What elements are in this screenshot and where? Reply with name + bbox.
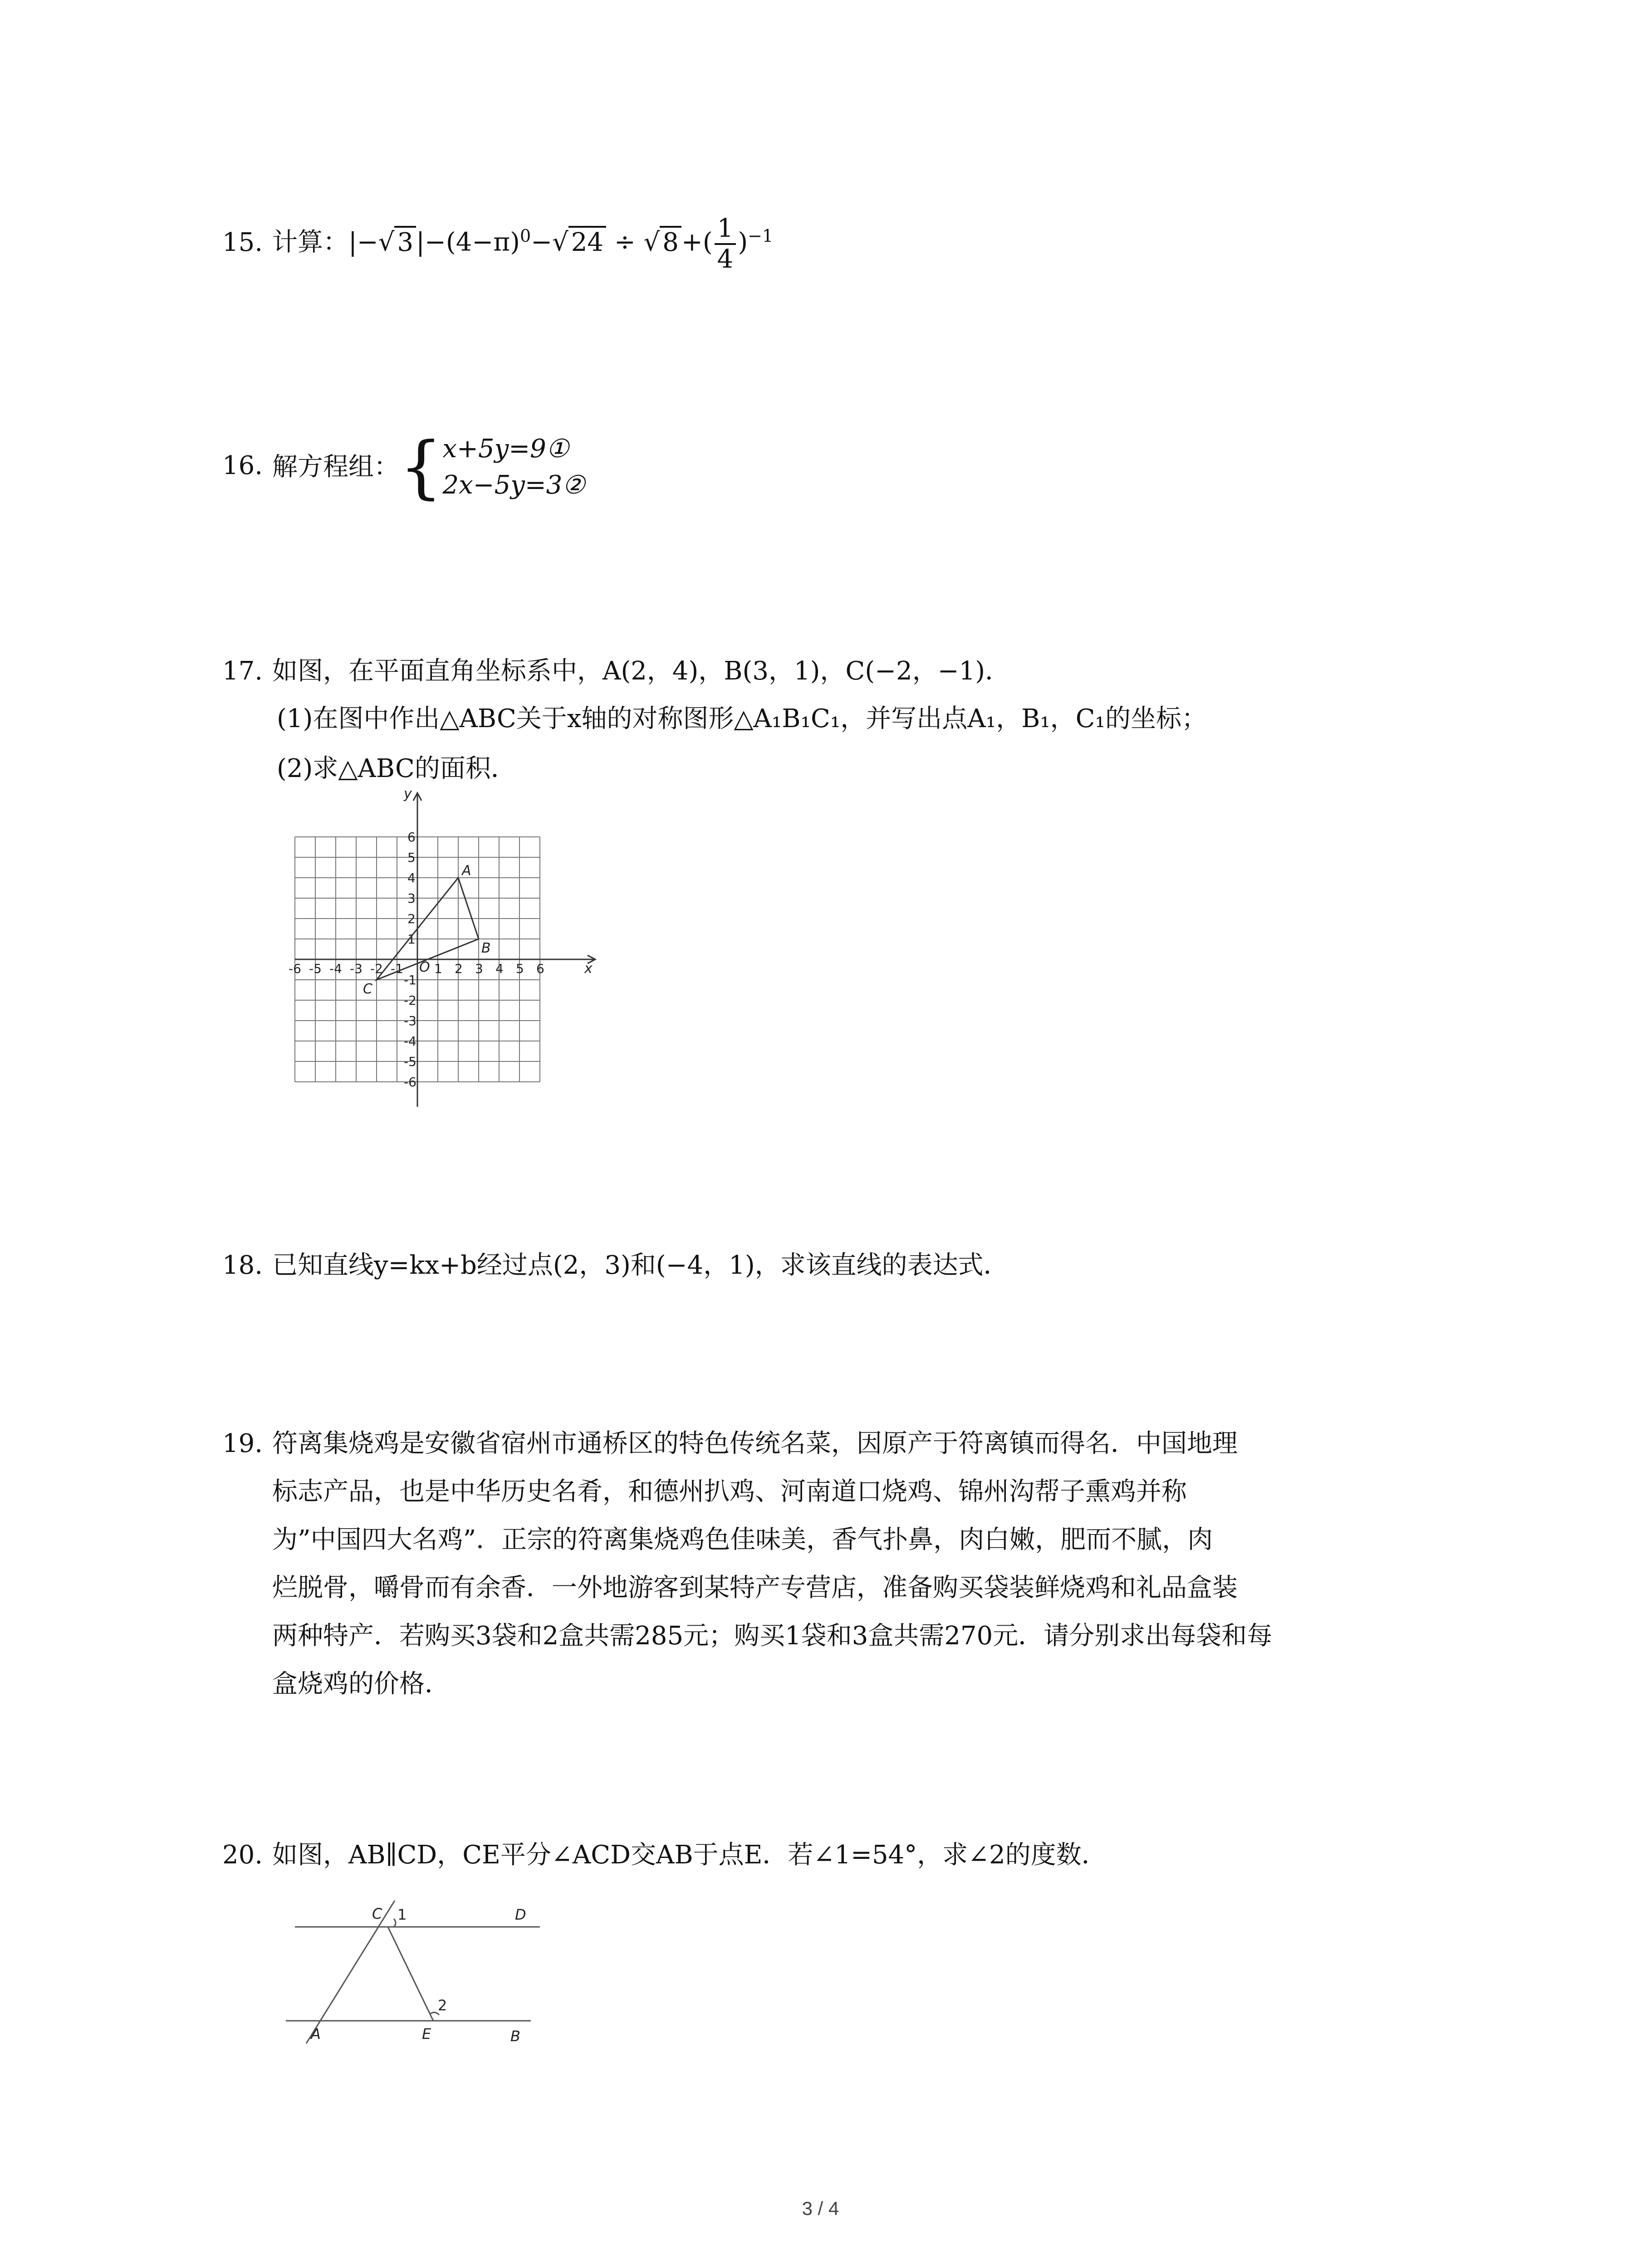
- axes: [295, 793, 595, 1107]
- fraction-one-quarter: [715, 214, 736, 274]
- x-tick-label: 5: [516, 961, 524, 976]
- x-axis-label: x: [584, 961, 593, 977]
- minus-sign: −: [531, 227, 553, 257]
- q19-line-5: 两种特产．若购买3袋和2盒共需285元；购买1袋和3盒共需270元．请分别求出每袋和每: [272, 1621, 1273, 1651]
- question-prefix: 计算：: [272, 227, 348, 257]
- question-number: 17.: [222, 656, 263, 686]
- y-tick-label: 1: [407, 932, 416, 947]
- label-a: A: [311, 2025, 321, 2043]
- exponent-neg-one: −1: [748, 226, 774, 246]
- line-ce: [388, 1927, 433, 2021]
- x-tick-label: 6: [536, 961, 544, 976]
- question-text: 如图，AB∥CD，CE平分∠ACD交AB于点E．若∠1=54°，求∠2的度数．: [272, 1840, 1107, 1870]
- x-tick-label: 4: [495, 961, 504, 976]
- sqrt-8: 8: [660, 226, 681, 257]
- y-tick-label: -6: [404, 1075, 416, 1090]
- q19-line-3: 为”中国四大名鸡”．正宗的符离集烧鸡色佳味美，香气扑鼻，肉白嫩，肥而不腻，肉: [272, 1525, 1213, 1554]
- question-number: 19.: [222, 1429, 263, 1458]
- fraction-denominator: 4: [717, 244, 734, 274]
- sqrt-3: 3: [394, 226, 416, 257]
- left-brace: {: [399, 428, 443, 507]
- origin-label: O: [419, 959, 430, 975]
- y-tick-label: 3: [407, 891, 416, 906]
- point-label-a: A: [462, 863, 471, 879]
- x-tick-label: -4: [329, 961, 342, 976]
- abs-open: |−: [348, 227, 378, 257]
- y-axis-label: y: [404, 789, 412, 802]
- exponent-zero: 0: [519, 226, 531, 246]
- sqrt-24: 24: [568, 226, 606, 257]
- page-number: 3 / 4: [802, 2198, 839, 2219]
- label-angle-1: 1: [397, 1906, 407, 1923]
- y-tick-label: -5: [404, 1054, 416, 1069]
- y-tick-label: -3: [404, 1013, 416, 1028]
- q19-line-6: 盒烧鸡的价格．: [272, 1669, 450, 1699]
- question-17-part-1: (1)在图中作出△ABC关于x轴的对称图形△A₁B₁C₁，并写出点A₁，B₁，C₁的坐标；: [277, 704, 1207, 733]
- question-19: [222, 1420, 1447, 1708]
- label-e: E: [422, 2025, 431, 2043]
- coordinate-grid: [268, 789, 622, 1116]
- parallel-lines-figure: [277, 1892, 558, 2059]
- question-20: [222, 1833, 1107, 1878]
- equation-2: 2x−5y=3②: [442, 470, 585, 500]
- fraction-numerator: 1: [715, 214, 736, 245]
- question-prefix: 解方程组：: [272, 452, 399, 482]
- x-tick-label: -5: [309, 961, 322, 976]
- y-tick-label: 2: [407, 911, 416, 926]
- x-tick-label: -2: [370, 961, 383, 976]
- plus-open: +(: [681, 227, 713, 257]
- y-tick-label: 4: [407, 870, 416, 885]
- close-paren: ): [738, 227, 748, 257]
- x-tick-label: -1: [391, 961, 403, 976]
- division-sign: ÷: [606, 227, 644, 257]
- q19-line-1: 符离集烧鸡是安徽省宿州市通桥区的特色传统名菜，因原产于符离镇而得名．中国地理: [272, 1429, 1238, 1458]
- label-b: B: [510, 2028, 520, 2045]
- equation-1: x+5y=9①: [442, 434, 569, 464]
- question-number: 20.: [222, 1840, 263, 1870]
- question-16: [222, 428, 585, 507]
- y-tick-label: 6: [407, 830, 416, 845]
- question-15: 15. 计算：|−√ 3 $|-(4-\pi)^0-√$ 24 ÷ √ 8 +( $\frac{1}{4}$ )$^{-1}$: [222, 214, 774, 274]
- equation-system: [442, 431, 585, 503]
- q19-line-2: 标志产品，也是中华历史名肴，和德州扒鸡、河南道口烧鸡、锦州沟帮子熏鸡并称: [272, 1477, 1187, 1506]
- q19-line-4: 烂脱骨，嚼骨而有余香．一外地游客到某特产专营店，准备购买袋装鲜烧鸡和礼品盒装: [272, 1573, 1238, 1603]
- label-d: D: [515, 1906, 526, 1923]
- question-18: [222, 1243, 1009, 1288]
- question-text: 如图，在平面直角坐标系中，A(2，4)，B(3，1)，C(−2，−1)．: [272, 656, 1011, 686]
- label-angle-2: 2: [438, 1997, 447, 2014]
- y-tick-label: -2: [404, 993, 416, 1008]
- point-label-c: C: [363, 981, 372, 997]
- y-tick-label: -1: [404, 973, 416, 987]
- x-tick-label: -3: [350, 961, 362, 976]
- question-number: 16.: [222, 450, 263, 480]
- x-tick-label: 3: [475, 961, 483, 976]
- point-label-b: B: [481, 940, 491, 956]
- y-tick-label: 5: [407, 850, 416, 865]
- question-17: [222, 649, 1010, 694]
- question-text: 已知直线y=kx+b经过点(2，3)和(−4，1)，求该直线的表达式．: [272, 1251, 1009, 1280]
- angle-1-arc: [394, 1919, 396, 1927]
- x-tick-label: -6: [289, 961, 301, 976]
- expr-part-b: |−(4−π): [416, 227, 520, 257]
- question-number: 15.: [222, 227, 263, 257]
- label-c: C: [372, 1905, 382, 1922]
- y-tick-label: -4: [404, 1034, 416, 1049]
- question-17-part-2: (2)求△ABC的面积．: [277, 754, 516, 783]
- question-number: 18.: [222, 1251, 263, 1280]
- x-tick-label: 2: [455, 961, 463, 976]
- x-tick-label: 1: [434, 961, 442, 976]
